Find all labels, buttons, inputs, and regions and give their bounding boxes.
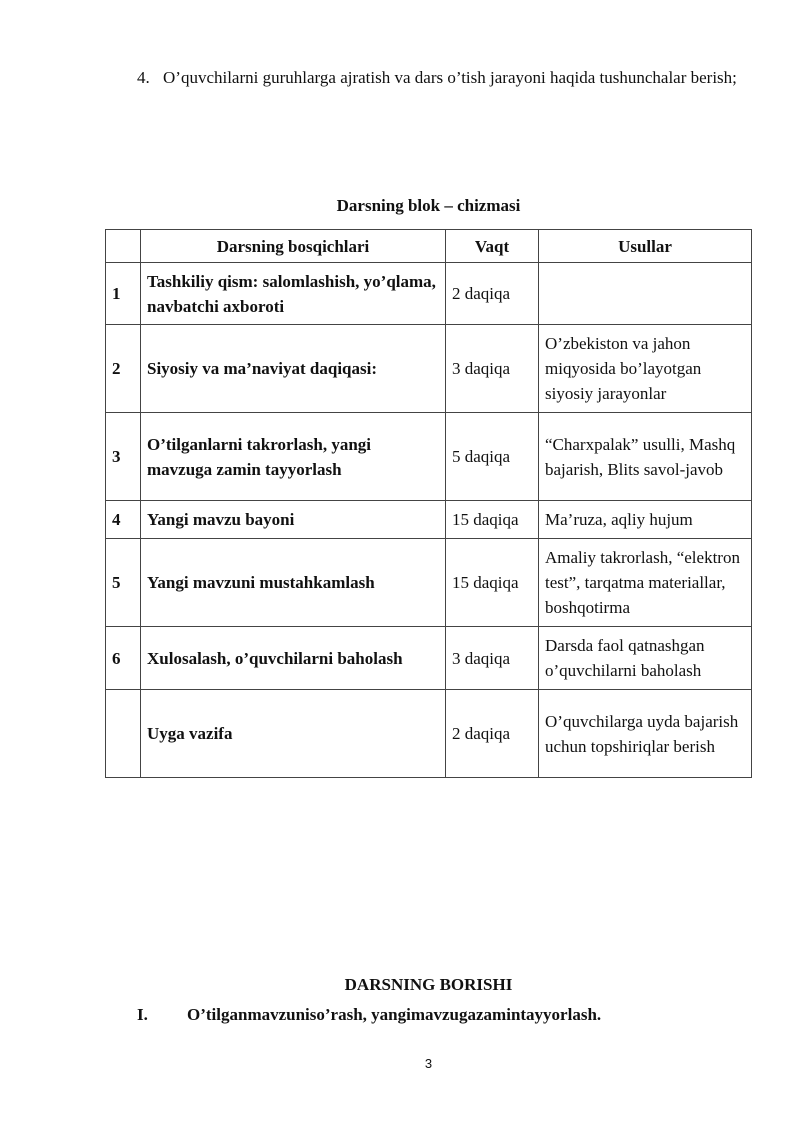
- header-num: [106, 230, 141, 263]
- section-heading: [137, 1005, 601, 1025]
- row-stage: Siyosiy va ma’naviyat daqiqasi:: [141, 325, 446, 413]
- row-method: Ma’ruza, aqliy hujum: [539, 501, 752, 539]
- row-method: Darsda faol qatnashgan o’quvchilarni baholash: [539, 627, 752, 690]
- row-time: 15 daqiqa: [446, 501, 539, 539]
- list-item-text: O’quvchilarni guruhlarga ajratish va dars o’tish jarayoni haqida tushunchalar berish;: [163, 68, 737, 87]
- row-time: 3 daqiqa: [446, 627, 539, 690]
- row-number: 1: [106, 263, 141, 325]
- header-methods: Usullar: [539, 230, 752, 263]
- header-time: Vaqt: [446, 230, 539, 263]
- row-stage: Uyga vazifa: [141, 690, 446, 778]
- list-item-number: 4.: [137, 68, 150, 87]
- table-row: [106, 501, 752, 539]
- table-row: [106, 413, 752, 501]
- table-row: [106, 627, 752, 690]
- section-heading-text: O’tilganmavzuniso’rash, yangimavzugazamintayyorlash.: [187, 1005, 602, 1024]
- row-stage: Yangi mavzuni mustahkamlash: [141, 539, 446, 627]
- row-number: 3: [106, 413, 141, 501]
- row-method: [539, 263, 752, 325]
- row-number: 6: [106, 627, 141, 690]
- row-number: 4: [106, 501, 141, 539]
- row-stage: Xulosalash, o’quvchilarni baholash: [141, 627, 446, 690]
- row-time: 2 daqiqa: [446, 263, 539, 325]
- table-header-row: [106, 230, 752, 263]
- row-time: 15 daqiqa: [446, 539, 539, 627]
- row-stage: Tashkiliy qism: salomlashish, yo’qlama, navbatchi axboroti: [141, 263, 446, 325]
- lesson-block-table: [105, 229, 752, 778]
- row-number: 5: [106, 539, 141, 627]
- row-method: O’zbekiston va jahon miqyosida bo’layotgan siyosiy jarayonlar: [539, 325, 752, 413]
- row-number: 2: [106, 325, 141, 413]
- header-stages: Darsning bosqichlari: [141, 230, 446, 263]
- table-row: [106, 539, 752, 627]
- table-row: [106, 690, 752, 778]
- row-time: 3 daqiqa: [446, 325, 539, 413]
- list-item-4: [137, 62, 757, 94]
- row-time: 2 daqiqa: [446, 690, 539, 778]
- row-time: 5 daqiqa: [446, 413, 539, 501]
- row-method: O’quvchilarga uyda bajarish uchun topshiriqlar berish: [539, 690, 752, 778]
- section-roman-numeral: I.: [137, 1005, 148, 1024]
- section-title: DARSNING BORISHI: [344, 975, 513, 994]
- row-stage: Yangi mavzu bayoni: [141, 501, 446, 539]
- page-number: 3: [424, 1056, 433, 1071]
- row-stage: O’tilganlarni takrorlash, yangi mavzuga zamin tayyorlash: [141, 413, 446, 501]
- table-title: Darsning blok – chizmasi: [336, 196, 521, 215]
- table-row: [106, 263, 752, 325]
- row-number: [106, 690, 141, 778]
- row-method: “Charxpalak” usulli, Mashq bajarish, Blits savol-javob: [539, 413, 752, 501]
- row-method: Amaliy takrorlash, “elektron test”, tarqatma materiallar, boshqotirma: [539, 539, 752, 627]
- table-row: [106, 325, 752, 413]
